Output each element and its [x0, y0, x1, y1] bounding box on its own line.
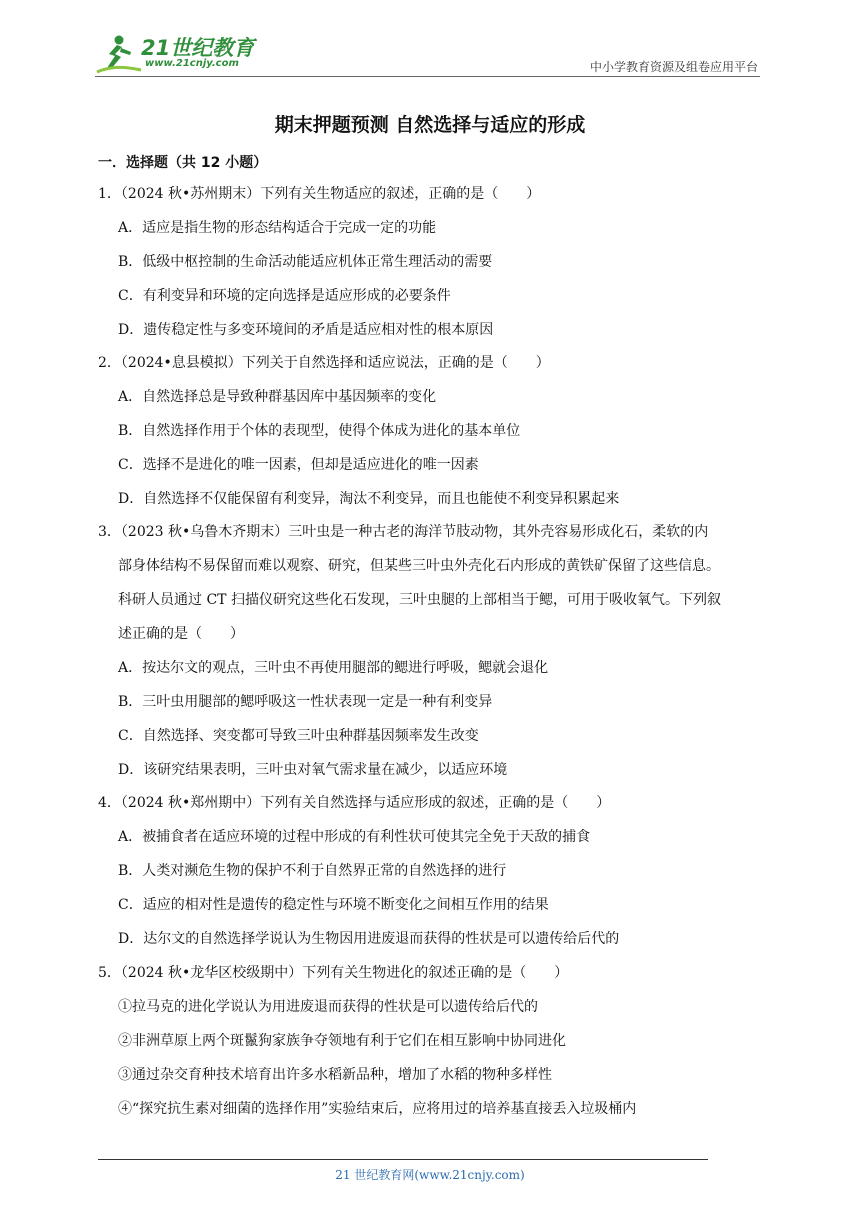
- q5-statement-1: ①拉马克的进化学说认为用进废退而获得的性状是可以遗传给后代的: [118, 999, 538, 1015]
- q2-option-a: A．自然选择总是导致种群基因库中基因频率的变化: [118, 389, 437, 405]
- q1-option-b: B．低级中枢控制的生命活动能适应机体正常生理活动的需要: [118, 254, 493, 270]
- logo-url: www.21cnjy.com: [145, 58, 239, 69]
- footer-divider: [98, 1159, 708, 1160]
- q1-option-d: D．遗传稳定性与多变环境间的矛盾是适应相对性的根本原因: [118, 322, 494, 338]
- q4-option-a: A．被捕食者在适应环境的过程中形成的有利性状可使其完全免于天敌的捕食: [118, 829, 591, 845]
- question-2-stem: 2．（2024•息县模拟）下列关于自然选择和适应说法，正确的是（ ）: [98, 355, 550, 371]
- q2-option-b: B．自然选择作用于个体的表现型，使得个体成为进化的基本单位: [118, 423, 521, 439]
- question-3-stem-cont: 部身体结构不易保留而难以观察、研究，但某些三叶虫外壳化石内形成的黄铁矿保留了这些信息。: [118, 558, 720, 574]
- q5-statement-4: ④“探究抗生素对细菌的选择作用”实验结束后，应将用过的培养基直接丢入垃圾桶内: [118, 1101, 637, 1117]
- runner-logo-icon: [95, 34, 143, 76]
- q1-option-a: A．适应是指生物的形态结构适合于完成一定的功能: [118, 220, 437, 236]
- header-divider: [95, 76, 760, 77]
- question-4-stem: 4．（2024 秋•郑州期中）下列有关自然选择与适应形成的叙述，正确的是（ ）: [98, 795, 611, 811]
- q3-option-c: C．自然选择、突变都可导致三叶虫种群基因频率发生改变: [118, 728, 479, 744]
- question-3-stem-cont: 述正确的是（ ）: [118, 626, 244, 642]
- question-3-stem: 3．（2023 秋•乌鲁木齐期末）三叶虫是一种古老的海洋节肢动物，其外壳容易形成化石，柔软的内: [98, 524, 709, 540]
- q1-option-c: C．有利变异和环境的定向选择是适应形成的必要条件: [118, 288, 451, 304]
- footer-link[interactable]: 21 世纪教育网(www.21cnjy.com): [335, 1168, 525, 1182]
- q3-option-a: A．按达尔文的观点，三叶虫不再使用腿部的鳃进行呼吸，鳃就会退化: [118, 660, 549, 676]
- q5-statement-2: ②非洲草原上两个斑鬣狗家族争夺领地有利于它们在相互影响中协同进化: [118, 1033, 566, 1049]
- q2-option-c: C．选择不是进化的唯一因素，但却是适应进化的唯一因素: [118, 457, 479, 473]
- section-heading: 一．选择题（共 12 小题）: [98, 155, 268, 171]
- platform-name: 中小学教育资源及组卷应用平台: [589, 60, 758, 74]
- page-title: 期末押题预测 自然选择与适应的形成: [274, 114, 586, 136]
- q4-option-b: B．人类对濒危生物的保护不利于自然界正常的自然选择的进行: [118, 863, 507, 879]
- question-5-stem: 5．（2024 秋•龙华区校级期中）下列有关生物进化的叙述正确的是（ ）: [98, 965, 569, 981]
- q3-option-d: D．该研究结果表明，三叶虫对氧气需求量在减少，以适应环境: [118, 762, 508, 778]
- site-logo[interactable]: [95, 34, 265, 74]
- q4-option-d: D．达尔文的自然选择学说认为生物因用进废退而获得的性状是可以遗传给后代的: [118, 931, 620, 947]
- q4-option-c: C．适应的相对性是遗传的稳定性与环境不断变化之间相互作用的结果: [118, 897, 549, 913]
- q2-option-d: D．自然选择不仅能保留有利变异，淘汰不利变异，而且也能使不利变异积累起来: [118, 491, 620, 507]
- question-3-stem-cont: 科研人员通过 CT 扫描仪研究这些化石发现，三叶虫腿的上部相当于鳃，可用于吸收氧气。下列叙: [118, 592, 721, 608]
- q5-statement-3: ③通过杂交育种技术培育出许多水稻新品种，增加了水稻的物种多样性: [118, 1067, 552, 1083]
- question-1-stem: 1．（2024 秋•苏州期末）下列有关生物适应的叙述，正确的是（ ）: [98, 186, 541, 202]
- q3-option-b: B．三叶虫用腿部的鳃呼吸这一性状表现一定是一种有利变异: [118, 694, 493, 710]
- page-header: [95, 30, 760, 80]
- logo-text: 21世纪教育: [141, 36, 255, 60]
